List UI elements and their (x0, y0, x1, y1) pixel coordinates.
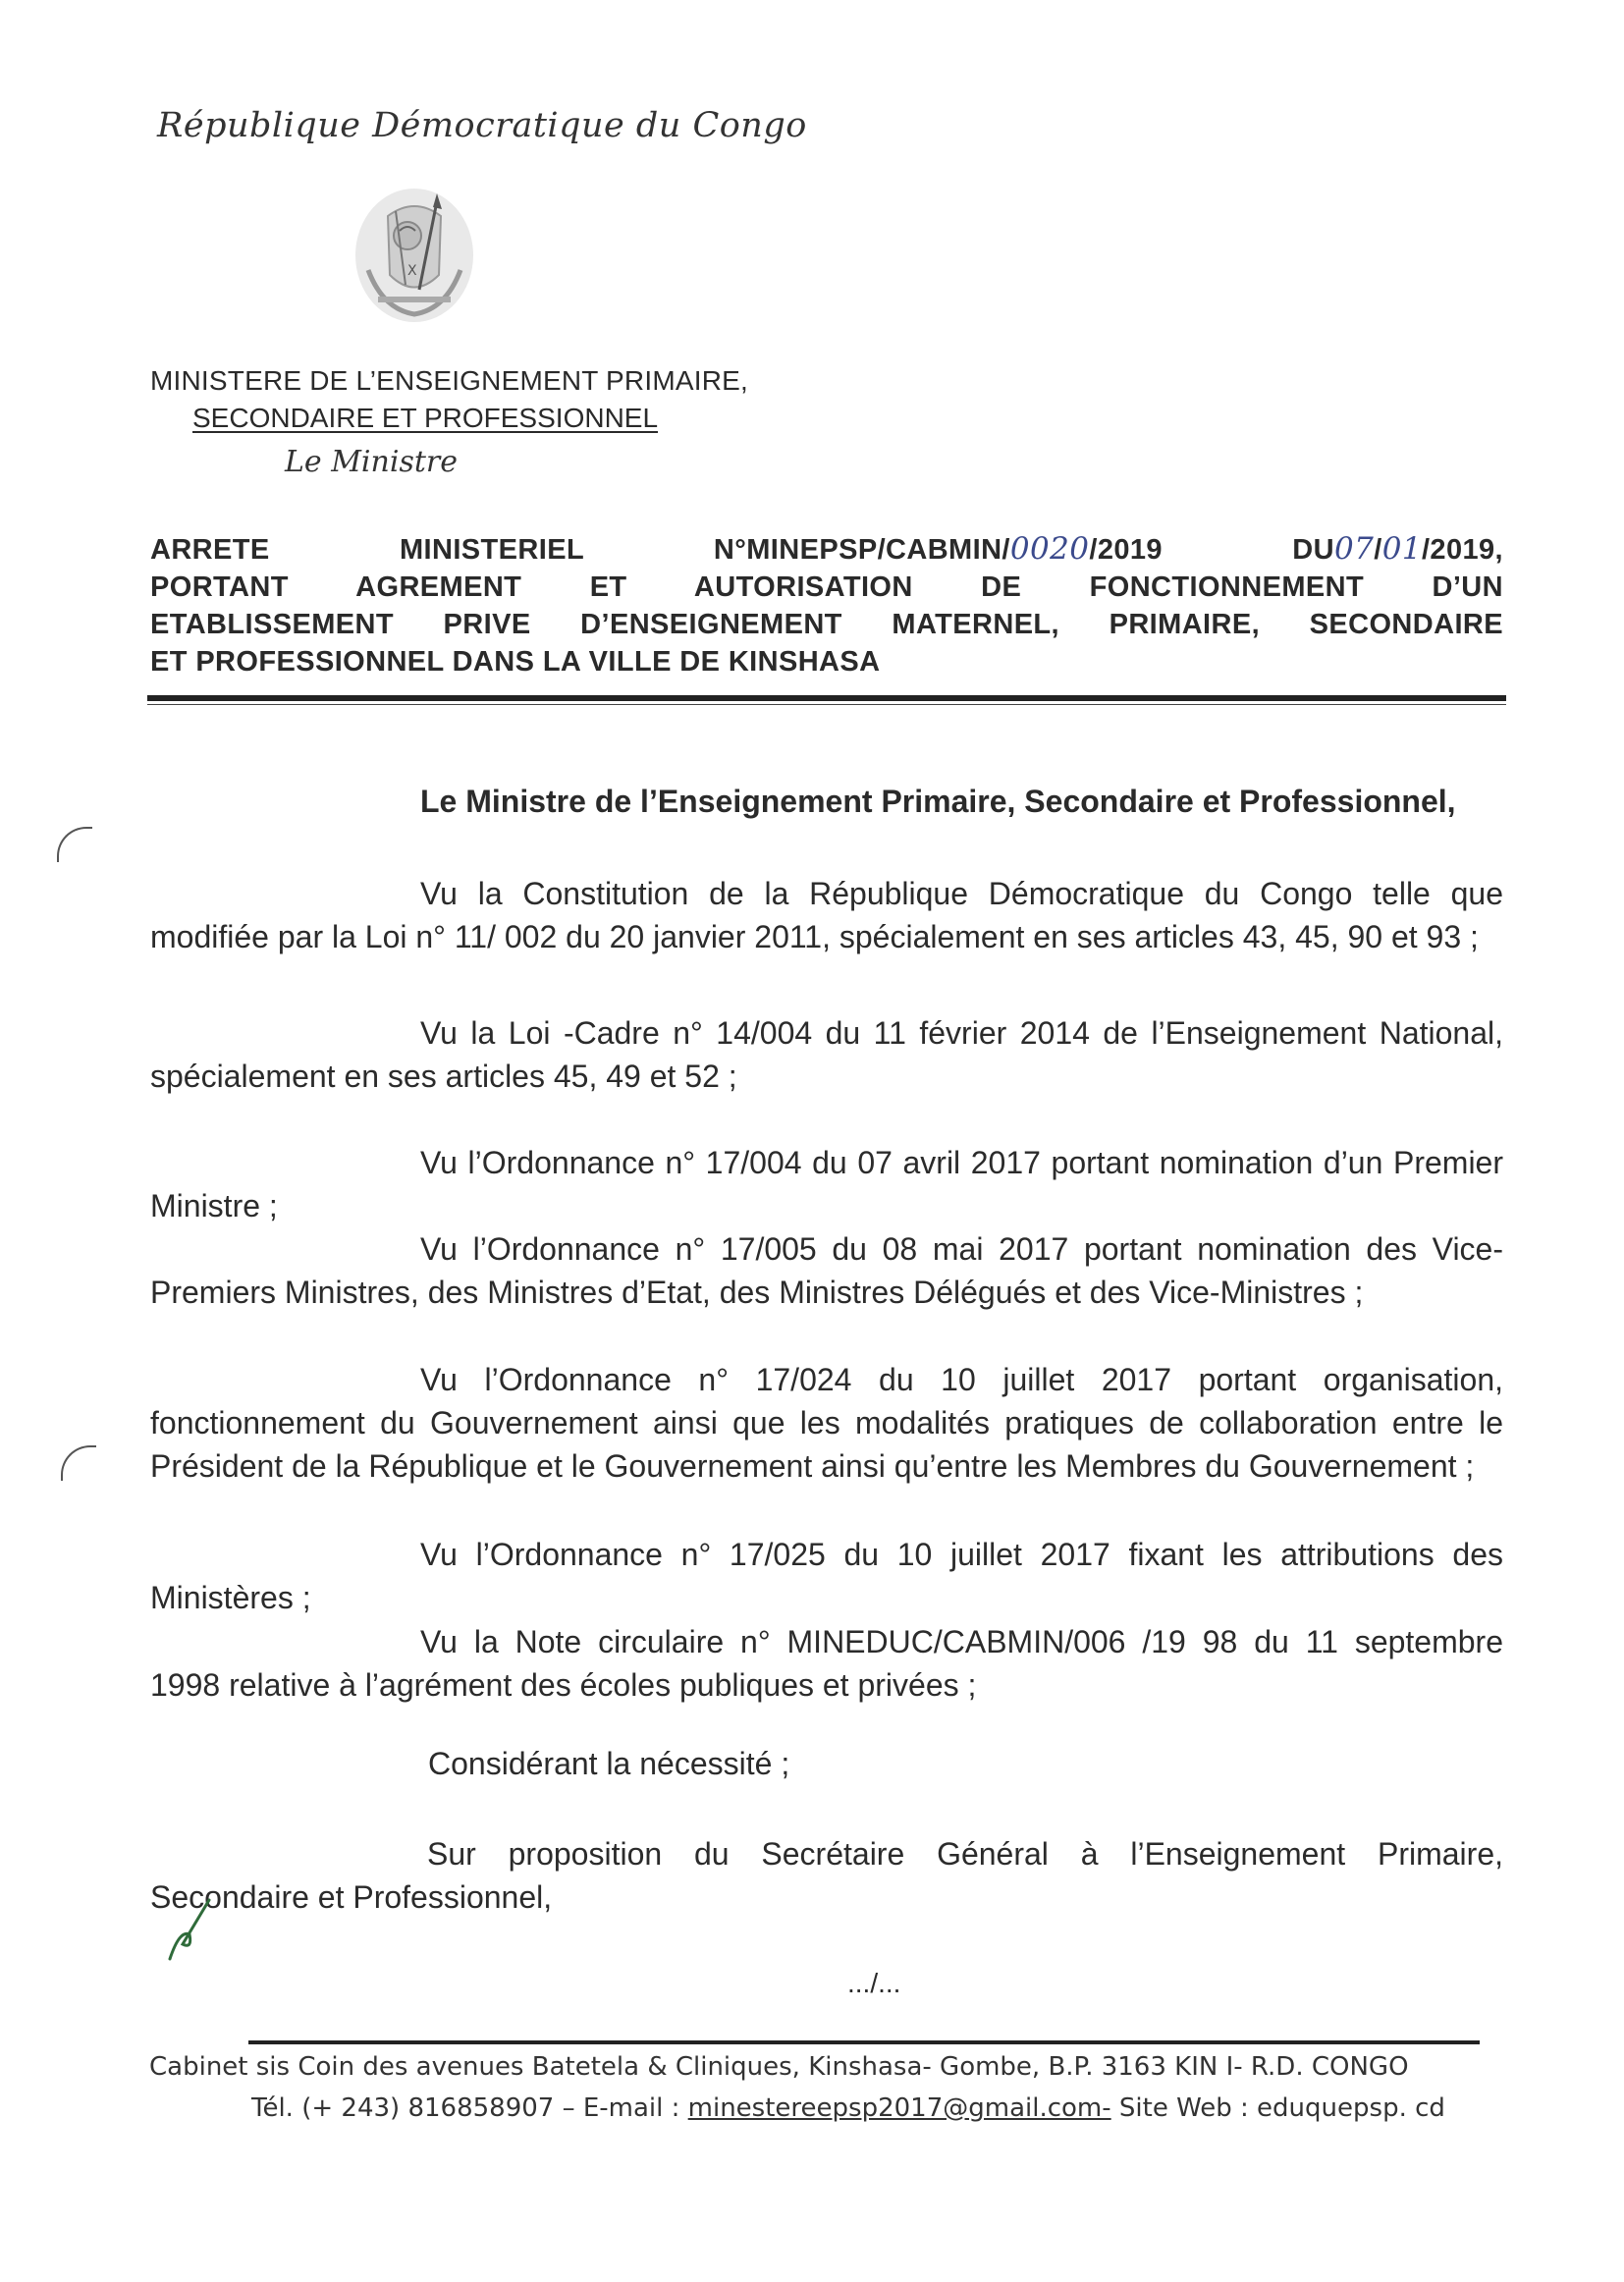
paragraph-proposition (150, 1832, 1503, 1919)
paragraph-ordonnance-024 (150, 1358, 1503, 1488)
para-line (150, 1533, 1503, 1576)
republic-title: République Démocratique du Congo (157, 106, 807, 145)
arrete-line3: ETABLISSEMENT PRIVE D’ENSEIGNEMENT MATERNEL, PRIMAIRE, SECONDAIRE (150, 609, 1503, 640)
minister-heading: Le Ministre de l’Enseignement Primaire, Secondaire et Professionnel, (420, 784, 1456, 819)
para-line: Secondaire et Professionnel, (150, 1879, 553, 1915)
handwritten-day: 07 (1334, 531, 1375, 567)
arrete-line1: ARRETE MINISTERIEL N°MINEPSP/CABMIN/0020/2019 DU07/01/2019, (150, 531, 1503, 567)
para-line: fonctionnement du Gouvernement ainsi que les modalités pratiques de collaboration entre le (150, 1405, 1503, 1440)
arrete-title (150, 530, 1503, 680)
footer-address: Cabinet sis Coin des avenues Batetela & Cliniques, Kinshasa- Gombe, B.P. 3163 KIN I- R.D. CONGO (149, 2052, 1409, 2082)
footer-divider (248, 2040, 1480, 2044)
handwritten-number: 0020 (1009, 531, 1090, 567)
para-text: Vu la Constitution de la République Démocratique du Congo telle que (420, 876, 1503, 911)
para-line: spécialement en ses articles 45, 49 et 52 ; (150, 1059, 737, 1094)
footer-contact (251, 2093, 1445, 2123)
footer-website: Site Web : eduquepsp. cd (1110, 2093, 1445, 2123)
para-line: modifiée par la Loi n° 11/ 002 du 20 janvier 2011, spécialement en ses articles 43, 45, 90 et 93 ; (150, 919, 1479, 954)
para-text: Sur proposition du Secrétaire Général à l’Enseignement Primaire, (427, 1836, 1503, 1872)
minister-signature: Le Ministre (285, 445, 458, 479)
para-line (150, 1011, 1503, 1055)
para-text: Vu l’Ordonnance n° 17/024 du 10 juillet 2017 portant organisation, (420, 1362, 1503, 1397)
binder-mark (61, 1445, 96, 1481)
paragraph-ordonnance-005 (150, 1227, 1503, 1314)
ministry-name-line2: SECONDAIRE ET PROFESSIONNEL (192, 403, 659, 433)
ministry-name-line1: MINISTERE DE L’ENSEIGNEMENT PRIMAIRE, (150, 365, 748, 396)
paragraph-ordonnance-004 (150, 1141, 1503, 1227)
para-line (150, 872, 1503, 915)
paragraph-note-circulaire (150, 1620, 1503, 1707)
para-text: Vu la Note circulaire n° MINEDUC/CABMIN/006 /19 98 du 11 septembre (420, 1624, 1503, 1659)
coat-of-arms-icon (349, 182, 481, 329)
para-text: Vu la Loi -Cadre n° 14/004 du 11 février 2014 de l’Enseignement National, (420, 1015, 1503, 1051)
para-text: Vu l’Ordonnance n° 17/005 du 08 mai 2017 portant nomination des Vice- (420, 1231, 1503, 1267)
para-text: Vu l’Ordonnance n° 17/004 du 07 avril 2017 portant nomination d’un Premier (420, 1145, 1503, 1180)
para-line (150, 1832, 1503, 1875)
para-text: Vu l’Ordonnance n° 17/025 du 10 juillet 2017 fixant les attributions des (420, 1537, 1503, 1572)
paragraph-ordonnance-025 (150, 1533, 1503, 1619)
para-line: Premiers Ministres, des Ministres d’Etat, des Ministres Délégués et des Vice-Ministres ; (150, 1275, 1364, 1310)
para-line: Président de la République et le Gouvernement ainsi qu’entre les Membres du Gouvernement ; (150, 1448, 1475, 1484)
para-line: Ministères ; (150, 1580, 311, 1615)
para-line (150, 1141, 1503, 1184)
footer-email-link[interactable]: minestereepsp2017@gmail.com- (687, 2093, 1111, 2123)
paragraph-loi-cadre (150, 1011, 1503, 1098)
para-line (150, 1358, 1503, 1401)
para-line (150, 1620, 1503, 1663)
binder-mark (57, 827, 92, 862)
continuation-marker: .../... (847, 1968, 901, 1998)
para-line (150, 1227, 1503, 1271)
title-divider-thin (147, 704, 1506, 705)
initials-signature-icon (165, 1895, 224, 1964)
paragraph-constitution (150, 872, 1503, 958)
arrete-ref-suffix: /2019, (1421, 534, 1503, 566)
paragraph-considerant: Considérant la nécessité ; (428, 1746, 790, 1781)
arrete-line4: ET PROFESSIONNEL DANS LA VILLE DE KINSHASA (150, 646, 881, 678)
handwritten-month: 01 (1381, 531, 1422, 567)
footer-phone: Tél. (+ 243) 816858907 – E-mail : (251, 2093, 688, 2123)
svg-text:X: X (407, 263, 417, 279)
arrete-ref-mid: /2019 DU (1089, 534, 1334, 566)
arrete-line2: PORTANT AGREMENT ET AUTORISATION DE FONCTIONNEMENT D’UN (150, 571, 1503, 603)
para-line: Ministre ; (150, 1188, 278, 1223)
para-line: 1998 relative à l’agrément des écoles publiques et privées ; (150, 1667, 977, 1703)
arrete-ref-prefix: ARRETE MINISTERIEL N°MINEPSP/CABMIN/ (150, 534, 1010, 566)
title-divider (147, 695, 1506, 701)
